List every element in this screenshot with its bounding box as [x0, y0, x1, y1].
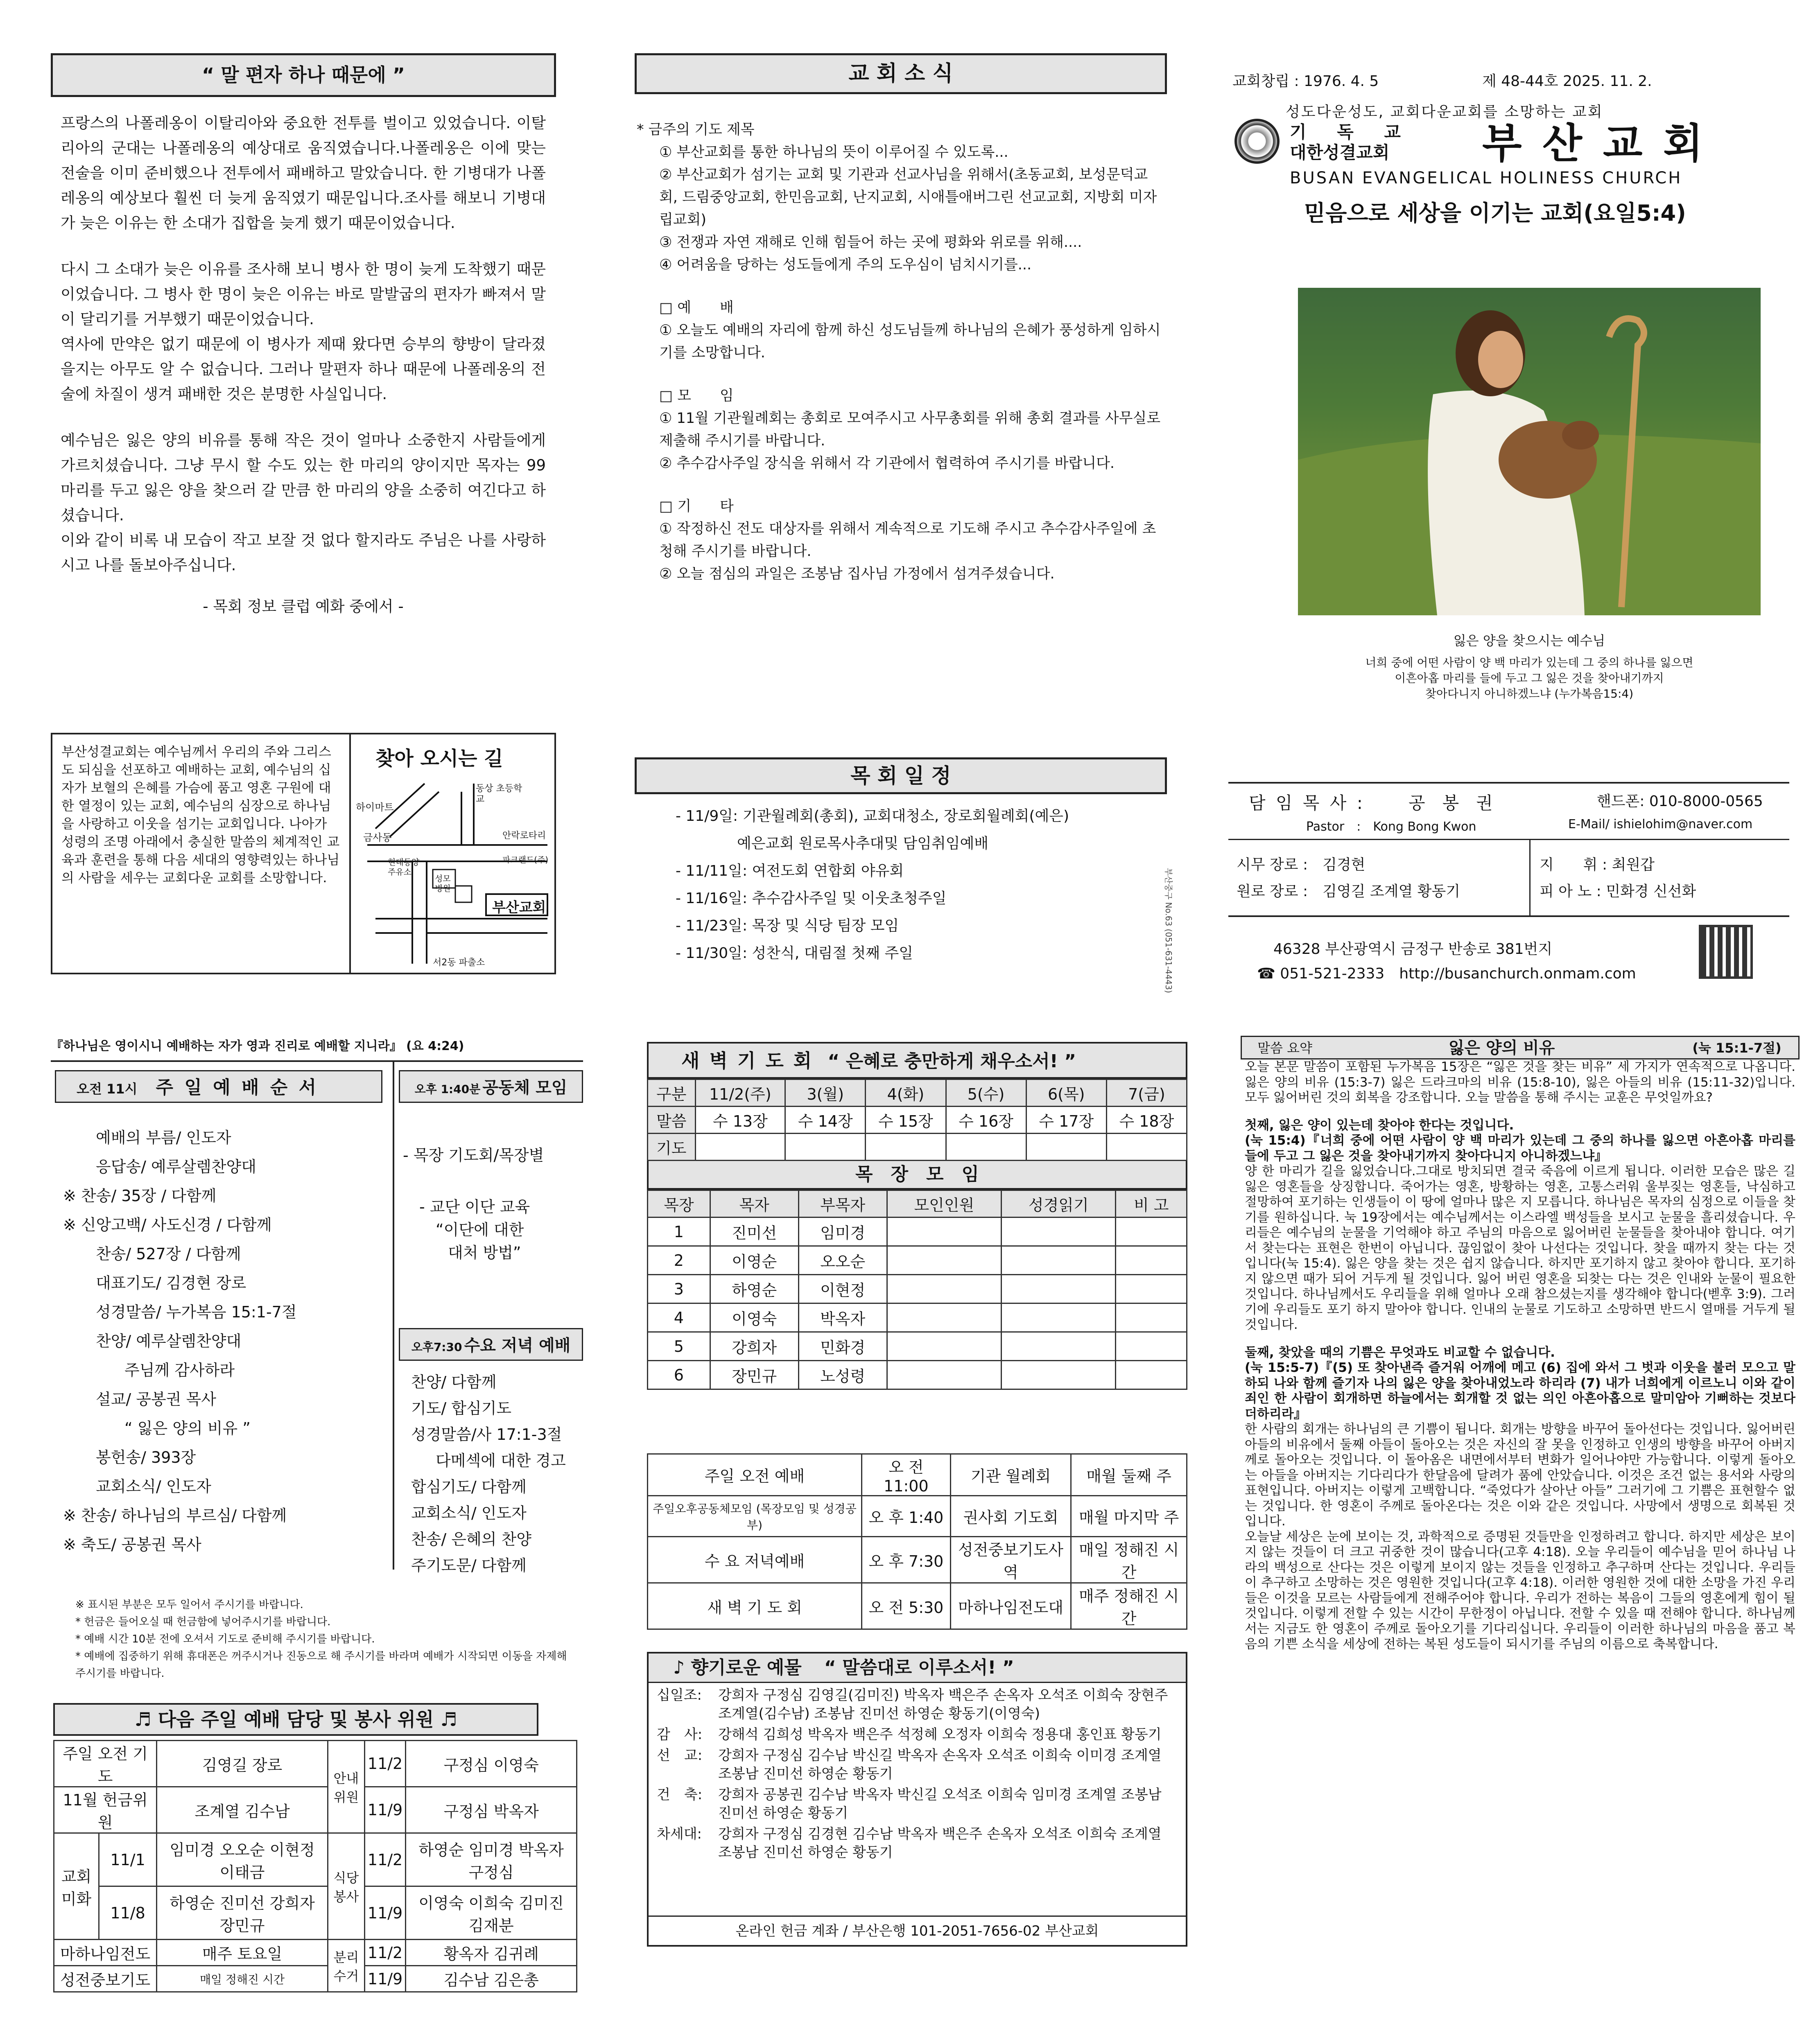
cell-title: 목 장 모 임	[855, 1164, 979, 1185]
news-body	[637, 119, 1165, 585]
sermon-paragraph: 오늘날 세상은 눈에 보이는 것, 과학적으로 증명된 것들만을 인정하려고 합니다. 하지만 세상은 보이지 않는 것들이 더 크고 귀중한 것이 많습니다(고후 4:18). 오늘 우리들이 예수님을 믿어 하나님 나라의 백성으로 산다는 것은 이렇게 보이지 않는 것들을 인정하고 추구하며 산다는 것입니다. 우리들이 추구하고 소망하는 것은 영원한 것입니다(고후 4:18). 이러한 영원한 것에 대한 소망을 가진 우리들은 이것을 모르는 사람들에게 전해주어야 합니다. 우리가 전하는 복음이 그들의 영혼에게 힘이 될 것입니다. 이렇게 전할 수 있는 시간이 무한정이 아닙니다. 전할 수 있을 때 전해야 합니다. 하나님께서는 지금도 한 영혼이 주께로 돌아오기를 기다리십니다. 우리들이 이러한 하나님의 마음을 품고 복음의 기쁜 소식을 세상에 전하는 복된 성도들이 되시기를 주님의 이름으로 축복합니다.	[1245, 1529, 1795, 1651]
note: ※ 표시된 부분은 모두 일어서 주시기를 바랍니다.	[75, 1599, 303, 1611]
duty-cell: 11/2	[364, 1833, 405, 1886]
offering-type: 감 사:	[657, 1726, 703, 1743]
sermon-verse: (눅 15:5-7)『(5) 또 찾아낸즉 즐거워 어깨에 메고 (6) 집에 와서 그 벗과 이웃을 불러 모으고 말하되 나와 함께 즐기자 나의 잃은 양을 찾아내었노라 하리라 (7) 내가 너희에게 이르노니 이와 같이 죄인 한 사람이 회개하면 하늘에서는 회개할 것 없는 의인 아흔아홉으로 말미암아 기뻐하는 것보다 더하리라』	[1245, 1360, 1795, 1421]
sermon-verse: (눅 15:4)『너희 중에 어떤 사람이 양 백 마리가 있는데 그 중의 하나를 잃으면 아흔아홉 마리를 들에 두고 그 잃은 것을 찾아내기까지 찾아다니지 아니하겠느냐』	[1245, 1133, 1795, 1163]
church-logo	[1234, 119, 1280, 164]
duty-cell: 11/9	[364, 1886, 405, 1940]
order-item: 찬송/ 527장 / 다함께	[96, 1245, 241, 1263]
dawn-cell: 수 16장	[946, 1107, 1026, 1134]
church-address: 46328 부산광역시 금정구 반송로 381번지	[1273, 941, 1553, 958]
etc-item: ① 작정하신 전도 대상자를 위해서 계속적으로 기도해 주시고 추수감사주일에 초청해 주시기를 바랍니다.	[659, 521, 1156, 560]
cell-subleader: 이현정	[798, 1275, 887, 1303]
duty-cell: 임미경 오오순 이현정 이태금	[157, 1833, 328, 1886]
duty-cell: 황옥자 김귀례	[406, 1940, 577, 1966]
prayer-heading: * 금주의 기도 제목	[637, 122, 755, 138]
evening-item: 기도/ 합심기도	[411, 1399, 512, 1417]
pastor-phone: 핸드폰: 010-8000-0565	[1597, 793, 1763, 810]
cell-reading	[1002, 1246, 1116, 1275]
map-label: 서2동 파출소	[433, 958, 485, 968]
cell-head: 부목자	[798, 1190, 887, 1218]
verse-line: 찾아다니지 아니하겠느냐 (누가복음15:4)	[1425, 687, 1634, 700]
offering-subtitle: “ 말씀대로 이루소서! ”	[824, 1657, 1014, 1678]
map-label: 금사동	[363, 832, 392, 843]
mission-map-box	[51, 733, 556, 974]
service-times-box	[647, 1453, 1187, 1630]
map-church-label: 부산교회	[492, 899, 546, 916]
schedule-item: - 11/16일: 추수감사주일 및 이웃초청주일	[676, 890, 947, 907]
dawn-cell: 기도	[648, 1134, 696, 1161]
offering-names: 강희자 구정심 김영길(김미진) 박옥자 백은주 손옥자 오석조 이희숙 장현주 조계열(김수남) 조봉남 진미선 하영순 황동기(이영숙)	[718, 1687, 1168, 1722]
meeting-heading: □ 모 임	[659, 388, 734, 404]
church-motto: 성도다운성도, 교회다운교회를 소망하는 교회	[1286, 104, 1603, 120]
order-box	[51, 1060, 583, 1691]
order-item: ※ 신앙고백/ 사도신경 / 다함께	[63, 1216, 272, 1234]
time-cell: 기관 월례회	[950, 1454, 1071, 1496]
evening-item: 성경말씀/사 17:1-3절	[411, 1425, 562, 1443]
cell-reading	[1002, 1332, 1116, 1361]
duty-cell: 11월 헌금위원	[54, 1787, 157, 1833]
church-slogan: 믿음으로 세상을 이기는 교회(요일5:4)	[1304, 200, 1686, 226]
dawn-head: 7(금)	[1106, 1080, 1187, 1107]
evening-item: 찬양/ 다함께	[411, 1373, 497, 1391]
duty-cell: 분리 수거	[328, 1940, 364, 1992]
community-item: 대처 방법”	[448, 1244, 521, 1262]
dawn-title: 새 벽 기 도 회	[681, 1050, 814, 1072]
cell-attendance	[887, 1246, 1001, 1275]
denomination-line2: 대한성결교회	[1290, 142, 1390, 163]
dawn-cell	[866, 1134, 946, 1161]
community-item: - 목장 기도회/목장별	[403, 1146, 544, 1164]
offering-box	[647, 1652, 1187, 1947]
cell-num: 3	[648, 1275, 710, 1303]
cell-note	[1116, 1246, 1187, 1275]
map-label: 파크랜드(주)	[502, 855, 549, 865]
dawn-table	[647, 1079, 1187, 1161]
cell-leader: 이영숙	[710, 1303, 798, 1332]
cell-note	[1116, 1332, 1187, 1361]
issue-number: 제 48-44호 2025. 11. 2.	[1482, 73, 1652, 90]
duty-title: ♬ 다음 주일 예배 담당 및 봉사 위원 ♬	[134, 1708, 457, 1730]
cell-subleader: 노성령	[798, 1361, 887, 1389]
directions-map	[349, 734, 556, 973]
dawn-cell: 수 17장	[1026, 1107, 1106, 1134]
offering-account: 온라인 헌금 계좌 / 부산은행 101-2051-7656-02 부산교회	[649, 1916, 1186, 1945]
cell-leader: 하영순	[710, 1275, 798, 1303]
community-title-bar	[399, 1070, 583, 1103]
dawn-cell: 수 14장	[785, 1107, 866, 1134]
offering-list	[649, 1683, 1186, 1862]
verse-line: 이흔아홉 마리를 들에 두고 그 잃은 것을 찾아내기까지	[1395, 671, 1664, 685]
order-item: 찬양/ 예루살렘찬양대	[96, 1332, 242, 1350]
order-item: ※ 찬송/ 35장 / 다함께	[63, 1187, 217, 1205]
order-item: 예배의 부름/ 인도자	[96, 1129, 231, 1147]
duty-cell: 11/9	[364, 1787, 405, 1833]
church-contact: ☎ 051-521-2333 http://busanchurch.onmam.com	[1257, 965, 1636, 982]
order-title: 주 일 예 배 순 서	[156, 1077, 319, 1098]
time-cell: 마하나임전도대	[950, 1583, 1071, 1629]
map-label: 하이마트	[356, 802, 394, 813]
evening-item: 합심기도/ 다함께	[411, 1478, 527, 1496]
sermon-text	[1241, 1059, 1800, 1652]
active-elder: 시무 장로 : 김경현	[1237, 856, 1366, 873]
order-item: ※ 찬송/ 하나님의 부르심/ 다함께	[63, 1507, 287, 1525]
cell-attendance	[887, 1361, 1001, 1389]
offering-row	[657, 1726, 1178, 1744]
essay-paragraph: 다시 그 소대가 늦은 이유를 조사해 보니 병사 한 명이 늦게 도착했기 때문이었습니다. 그 병사 한 명이 늦은 이유는 바로 말발굽의 편자가 빠져서 말이 달리기를 거부했기 때문이었습니다.	[61, 260, 546, 328]
time-cell: 성전중보기도사역	[950, 1537, 1071, 1583]
cell-subleader: 오오순	[798, 1246, 887, 1275]
time-cell: 매일 정해진 시간	[1071, 1537, 1187, 1583]
dawn-cell	[785, 1134, 866, 1161]
schedule-item: - 11/9일: 기관월례회(총회), 교회대청소, 장로회월례회(예은)	[676, 808, 1069, 825]
evening-title: 수요 저녁 예배	[464, 1336, 571, 1355]
offering-type: 십일조:	[657, 1687, 702, 1703]
evening-item: 교회소식/ 인도자	[411, 1504, 527, 1522]
cell-subleader: 민화경	[798, 1332, 887, 1361]
community-list	[403, 1144, 583, 1264]
side-note: 부산중구 No.63 (051-631-4443)	[1164, 868, 1173, 993]
worship-notes	[75, 1596, 575, 1682]
duty-cell: 안내 위원	[328, 1741, 364, 1833]
essay-source: - 목회 정보 클럽 예화 중에서 -	[203, 598, 404, 615]
cell-subleader: 박옥자	[798, 1303, 887, 1332]
cell-leader: 장민규	[710, 1361, 798, 1389]
conductor: 지 휘 : 최원갑	[1540, 856, 1655, 873]
church-name-english: BUSAN EVANGELICAL HOLINESS CHURCH	[1290, 169, 1682, 187]
sermon-paragraph: 양 한 마리가 길을 잃었습니다.그대로 방치되면 결국 죽음에 이르게 됩니다. 이러한 모습은 많은 길 잃은 영혼들을 상징합니다. 죽어가는 영혼, 방황하는 영혼, 고통스러워 울부짖는 영혼들, 낙심하고 절망하여 포기하는 인생들이 이 땅에 얼마나 많은 지 모릅니다. 하나님은 목자의 심정으로 이들을 찾기를 원하십니다. 눅 19장에서는 예수님께서는 이스라엘 백성들을 보시고 눈물을 흘리셨습니다. 우리들은 예수님의 눈물을 기억해야 하고 주님의 마음으로 잃어버린 눈물들을 찾아내야 합니다. 여기서 찾는다는 표현은 한번이 아닙니다. 끊임없이 찾아 나선다는 것입니다. 찾을 때까지 찾는 다는 것입니다(눅 15:4). 잃은 양을 찾는 것은 쉽지 않습니다. 하지만 포기하지 않고 찾아야 합니다. 포기하지 않으면 때가 되어 거두게 될 것입니다. 잃어 버린 영혼을 되찾는 다는 것은 인내와 눈물이 필요한 것입니다. 하나님께서도 우리들을 위해 얼마나 오래 참으셨는지를 생각해야 합니다(벧후 3:9). 그러기에 우리들도 포기 하지 말아야 합니다. 인내의 눈물로 기도하고 소망하면 반드시 열매를 거두게 될 것입니다.	[1245, 1164, 1795, 1332]
duty-cell: 하영순 진미선 강희자 장민규	[157, 1886, 328, 1940]
order-item: 주님께 감사하라	[124, 1361, 235, 1379]
time-cell: 오 후 7:30	[862, 1537, 951, 1583]
cell-attendance	[887, 1332, 1001, 1361]
offering-title-bar	[649, 1654, 1186, 1683]
note: * 예배에 집중하기 위해 휴대폰은 꺼주시거나 진동으로 해 주시기를 바라며 예배가 시작되면 이동을 자제해 주시기를 바랍니다.	[75, 1650, 567, 1680]
cell-head: 모인인원	[887, 1190, 1001, 1218]
cell-attendance	[887, 1303, 1001, 1332]
essay-paragraph: 프랑스의 나폴레옹이 이탈리아와 중요한 전투를 벌이고 있었습니다. 이탈리아의 군대는 나폴레옹의 예상대로 움직였습니다.나폴레옹은 이에 맞는 전술을 이미 준비했으나 전투에서 패배하고 말았습니다. 한 기병대가 나폴레옹의 예상보다 훨씬 더 늦게 움직였기 때문입니다.조사를 해보니 기병대가 늦은 이유는 한 소대가 집합을 늦게 했기 때문이었습니다.	[61, 114, 546, 232]
essay-paragraph: 역사에 만약은 없기 때문에 이 병사가 제때 왔다면 승부의 향방이 달라졌을지는 아무도 알 수 없습니다. 그러나 말편자 하나 때문에 나폴레옹의 전술에 차질이 생겨 패배한 것은 분명한 사실입니다.	[61, 335, 546, 403]
cell-note	[1116, 1303, 1187, 1332]
cell-title-bar	[647, 1161, 1187, 1190]
duty-cell: 이영숙 이희숙 김미진 김재분	[406, 1886, 577, 1940]
cell-num: 5	[648, 1332, 710, 1361]
time-cell: 새 벽 기 도 회	[648, 1583, 862, 1629]
dawn-cell	[946, 1134, 1026, 1161]
dawn-cell: 수 15장	[866, 1107, 946, 1134]
duty-cell: 11/2	[364, 1940, 405, 1966]
offering-names: 강희자 구정심 김경현 김수남 박옥자 백은주 손옥자 오석조 이희숙 조계열 조봉남 진미선 하영순 황동기	[718, 1826, 1162, 1861]
order-title-bar	[55, 1070, 382, 1103]
dawn-head: 4(화)	[866, 1080, 946, 1107]
sermon-reference: (눅 15:1-7절)	[1692, 1040, 1782, 1056]
order-item: ※ 축도/ 공봉권 목사	[63, 1536, 201, 1554]
cell-head: 목자	[710, 1190, 798, 1218]
time-cell: 권사회 기도회	[950, 1496, 1071, 1537]
cell-note	[1116, 1361, 1187, 1389]
meeting-item: ② 추수감사주일 장식을 위해서 각 기관에서 협력하여 주시기를 바랍니다.	[659, 455, 1115, 472]
schedule-item: - 11/30일: 성찬식, 대림절 첫째 주일	[676, 945, 913, 962]
dawn-cell	[1106, 1134, 1187, 1161]
dawn-cell: 수 18장	[1106, 1107, 1187, 1134]
sermon-summary-title: 잃은 양의 비유	[1448, 1039, 1555, 1057]
duty-cell: 구정심 박옥자	[406, 1787, 577, 1833]
cell-num: 6	[648, 1361, 710, 1389]
order-item: 교회소식/ 인도자	[96, 1477, 211, 1495]
cell-leader: 강희자	[710, 1332, 798, 1361]
evening-title-bar	[399, 1328, 583, 1361]
worship-header-verse: 『하나님은 영이시니 예배하는 자가 영과 진리로 예배할 지니라』 (요 4:24)	[51, 1039, 464, 1053]
evening-list	[411, 1369, 583, 1579]
news-title-box	[635, 53, 1167, 94]
duty-cell: 조계열 김수남	[157, 1787, 328, 1833]
service-times-table	[647, 1453, 1187, 1630]
duty-cell: 매일 정해진 시간	[157, 1966, 328, 1992]
meeting-item: ① 11월 기관월례회는 총회로 모여주시고 사무총회를 위해 총회 결과를 사무실로 제출해 주시기를 바랍니다.	[659, 410, 1161, 449]
duty-cell: 11/2	[364, 1741, 405, 1787]
cell-reading	[1002, 1361, 1116, 1389]
evening-time: 오후7:30	[411, 1340, 462, 1354]
offering-title: ♪ 향기로운 예물	[673, 1657, 802, 1678]
offering-row	[657, 1746, 1178, 1783]
dawn-head: 5(수)	[946, 1080, 1026, 1107]
duty-grid	[53, 1740, 577, 1992]
time-cell: 매주 정해진 시간	[1071, 1583, 1187, 1629]
cell-note	[1116, 1275, 1187, 1303]
community-title: 공동체 모임	[482, 1078, 567, 1097]
duty-cell: 식당 봉사	[328, 1833, 364, 1940]
note: * 헌금은 들어오실 때 헌금함에 넣어주시기를 바랍니다.	[75, 1616, 331, 1628]
duty-cell: 성전중보기도	[54, 1966, 157, 1992]
map-label: 성모 병원	[435, 874, 451, 893]
dawn-head: 3(월)	[785, 1080, 866, 1107]
time-cell: 수 요 저녁예배	[648, 1537, 862, 1583]
dawn-cell	[1026, 1134, 1106, 1161]
cell-head: 비 고	[1116, 1190, 1187, 1218]
cell-subleader: 임미경	[798, 1218, 887, 1246]
order-item: 설교/ 공봉권 목사	[96, 1390, 216, 1408]
evening-item: 주기도문/ 다함께	[411, 1556, 527, 1574]
dawn-head: 11/2(주)	[695, 1080, 785, 1107]
duty-cell: 김수남 김은총	[406, 1966, 577, 1992]
dawn-cell: 수 13장	[695, 1107, 785, 1134]
cell-note	[1116, 1218, 1187, 1246]
order-item: 응답송/ 예루살렘찬양대	[96, 1158, 256, 1176]
order-item: 봉헌송/ 393장	[96, 1448, 196, 1466]
time-cell: 매월 마지막 주	[1071, 1496, 1187, 1537]
worship-item: ① 오늘도 예배의 자리에 함께 하신 성도님들께 하나님의 은혜가 풍성하게 임하시기를 소망합니다.	[659, 322, 1161, 361]
jesus-shepherd-picture	[1298, 288, 1761, 615]
offering-names: 강해석 김희성 박옥자 백은주 석정혜 오정자 이희숙 정용대 홍인표 황동기	[718, 1726, 1162, 1743]
pastor-label: 담 임 목 사 :	[1249, 793, 1365, 813]
schedule-title-box	[635, 757, 1167, 794]
staff-divider-vertical	[1529, 839, 1531, 917]
dawn-cell: 말씀	[648, 1107, 696, 1134]
mission-statement: 부산성결교회는 예수님께서 우리의 주와 그리스도 되심을 선포하고 예배하는 교회, 예수님의 십자가 보혈의 은혜를 가슴에 품고 영혼 구원에 대한 열정이 있는 교회, 예수님의 심장으로 하나님을 사랑하고 이웃을 섬기는 교회입니다. 나아가 성령의 조명 아래에서 충실한 말씀의 체계적인 교육과 훈련을 통해 다음 세대의 영향력있는 하나님의 사람을 세우는 교회다운 교회를 소망합니다.	[61, 744, 340, 886]
qr-code	[1701, 927, 1750, 976]
worship-heading: □ 예 배	[659, 300, 734, 316]
duty-cell: 마하나임전도	[54, 1940, 157, 1966]
time-cell: 주일 오전 예배	[648, 1454, 862, 1496]
sermon-title: “ 잃은 양의 비유 ”	[124, 1419, 251, 1437]
sermon-intro: 오늘 본문 말씀이 포함된 누가복음 15장은 “잃은 것을 찾는 비유” 세 가지가 연속적으로 나옵니다. 잃은 양의 비유 (15:3-7) 잃은 드라크마의 비유 (15:8-10), 잃은 아들의 비유 (15:11-32)입니다. 모두 잃어버린 것의 회복을 강조합니다. 오늘 말씀을 통해 주시는 교훈은 무엇일까요?	[1245, 1059, 1795, 1105]
staff-divider	[1228, 839, 1789, 840]
cell-leader: 이영순	[710, 1246, 798, 1275]
schedule-item: - 11/11일: 여전도회 연합회 야유회	[676, 863, 904, 879]
duty-cell: 하영순 임미경 박옥자 구정심	[406, 1833, 577, 1886]
schedule-title: 목 회 일 정	[850, 764, 951, 788]
etc-item: ② 오늘 점심의 과일은 조봉남 집사님 가정에서 섬겨주셨습니다.	[659, 566, 1055, 582]
offering-type: 선 교:	[657, 1747, 703, 1764]
prayer-item: ③ 전쟁과 자연 재해로 인해 힘들어 하는 곳에 평화와 위로를 위해....	[659, 234, 1082, 251]
church-name: 부 산 교 회	[1482, 120, 1706, 167]
pastor-name: 공 봉 권	[1409, 793, 1493, 813]
schedule-item: - 11/23일: 목장 및 식당 팀장 모임	[676, 917, 899, 934]
pastor-email: E-Mail/ ishielohim@naver.com	[1568, 817, 1753, 831]
shepherd-illustration	[1298, 288, 1761, 615]
cell-num: 4	[648, 1303, 710, 1332]
staff-box	[1228, 782, 1789, 917]
cell-attendance	[887, 1218, 1001, 1246]
time-cell: 주일오후공동체모임 (목장모임 및 성경공부)	[648, 1496, 862, 1537]
time-cell: 오 후 1:40	[862, 1496, 951, 1537]
duty-cell: 11/9	[364, 1966, 405, 1992]
order-list	[63, 1123, 387, 1559]
time-cell: 오 전 11:00	[862, 1454, 951, 1496]
map-label: 안락로타리	[502, 831, 546, 841]
order-divider	[393, 1062, 394, 1570]
schedule-list	[676, 802, 1167, 967]
duty-cell: 김영길 장로	[157, 1741, 328, 1787]
sermon-paragraph: 한 사람의 회개는 하나님의 큰 기쁨이 됩니다. 회개는 방향을 바꾸어 돌아선다는 것입니다. 잃어버린 아들의 비유에서 둘째 아들이 돌아오는 것은 자신의 잘 못을 인정하고 인생의 방향을 바꾸어 아버지께로 돌아오는 것입니다. 이 돌아옴은 내면에서부터 변화가 일어나야만 가능합니다. 이렇게 돌아오는 아들을 아버지는 기다리다가 한달음에 달려가 품에 안았습니다. 이것은 조건 없는 용서와 사랑의 표현입니다. 아버지는 이렇게 고백합니다. “죽었다가 살아난 아들” 그러기에 그 기쁨은 표현할수 없는 것입니다. 한 영혼이 주께로 돌아온다는 것은 이와 같은 것입니다. 사망에서 생명으로 회복된 것입니다.	[1245, 1422, 1795, 1529]
offering-row	[657, 1786, 1178, 1823]
essay-paragraph: 예수님은 잃은 양의 비유를 통해 작은 것이 얼마나 소중한지 사람들에게 가르치셨습니다. 그냥 무시 할 수도 있는 한 마리의 양이지만 목자는 99 마리를 두고 잃은 양을 찾으러 갈 만큼 한 마리의 양을 소중히 여긴다고 하셨습니다.	[61, 431, 546, 524]
duty-cell: 구정심 이영숙	[406, 1741, 577, 1787]
offering-names: 강희자 공봉권 김수남 박옥자 박신길 오석조 이희숙 임미경 조계열 조봉남 진미선 하영순 황동기	[718, 1787, 1162, 1821]
schedule-item: 예은교회 원로목사추대및 담임취임예배	[737, 835, 989, 852]
duty-title-box	[53, 1703, 538, 1736]
cell-table	[647, 1190, 1187, 1390]
map-title: 찾아 오시는 길	[375, 747, 503, 770]
cell-reading	[1002, 1275, 1116, 1303]
dawn-title-bar	[647, 1042, 1187, 1079]
duty-table	[53, 1740, 577, 1992]
community-item: “이단에 대한	[436, 1221, 524, 1239]
dawn-prayer-box	[647, 1042, 1187, 1390]
cell-head: 성경읽기	[1002, 1190, 1116, 1218]
order-time: 오전 11시	[77, 1081, 138, 1097]
community-item: - 교단 이단 교육	[419, 1198, 530, 1216]
emeritus-elders: 원로 장로 : 김영길 조계열 황동기	[1237, 883, 1460, 900]
essay-paragraph: 이와 같이 비록 내 모습이 작고 보잘 것 없다 할지라도 주님은 나를 사랑하시고 나를 돌보아주십니다.	[61, 531, 546, 574]
sermon-label: 말씀 요약	[1257, 1040, 1312, 1056]
news-title: 교 회 소 식	[848, 61, 953, 86]
map-label: 현대동양 주유소	[388, 857, 420, 877]
denomination-line1: 기 독 교	[1290, 122, 1413, 142]
pianist: 피 아 노 : 민화경 신선화	[1540, 883, 1696, 900]
time-cell: 오 전 5:30	[862, 1583, 951, 1629]
sermon-point-heading: 첫째, 잃은 양이 있는데 찾아야 한다는 것입니다.	[1245, 1118, 1514, 1133]
duty-cell: 매주 토요일	[157, 1940, 328, 1966]
verse-line: 너희 중에 어떤 사람이 양 백 마리가 있는데 그 중의 하나를 잃으면	[1365, 656, 1693, 669]
map-label: 동상 초등학교	[476, 784, 522, 804]
cell-leader: 진미선	[710, 1218, 798, 1246]
cell-reading	[1002, 1303, 1116, 1332]
cell-reading	[1002, 1218, 1116, 1246]
offering-type: 차세대:	[657, 1826, 702, 1842]
essay-body	[61, 111, 546, 619]
cell-head: 목장	[648, 1190, 710, 1218]
pastor-english: Pastor : Kong Bong Kwon	[1306, 820, 1476, 834]
duty-cell: 주일 오전 기도	[54, 1741, 157, 1787]
essay-title-box	[51, 53, 556, 97]
duty-cell: 11/1	[99, 1833, 157, 1886]
dawn-cell	[695, 1134, 785, 1161]
offering-names: 강희자 구정심 김수남 박신길 박옥자 손옥자 오석조 이희숙 이미경 조계열 조봉남 진미선 하영순 황동기	[718, 1747, 1162, 1782]
founded-date: 교회창립 : 1976. 4. 5	[1232, 73, 1379, 90]
cell-attendance	[887, 1275, 1001, 1303]
cell-num: 1	[648, 1218, 710, 1246]
duty-cell: 교회 미화	[54, 1833, 99, 1940]
dawn-head: 6(목)	[1026, 1080, 1106, 1107]
note: * 예배 시간 10분 전에 오셔서 기도로 준비해 주시기를 바랍니다.	[75, 1633, 375, 1645]
offering-type: 건 축:	[657, 1787, 703, 1803]
community-time: 오후 1:40분	[414, 1082, 481, 1096]
dawn-subtitle: “ 은혜로 충만하게 채우소서! ”	[827, 1051, 1076, 1072]
cell-num: 2	[648, 1246, 710, 1275]
duty-cell: 11/8	[99, 1886, 157, 1940]
prayer-item: ② 부산교회가 섬기는 교회 및 기관과 선교사님을 위해서(초동교회, 보성문덕교회, 드림중앙교회, 한민음교회, 난지교회, 시애틀애버그린 선교교회, 지방회 미자립교회)	[659, 167, 1157, 228]
offering-row	[657, 1825, 1178, 1862]
etc-heading: □ 기 타	[659, 498, 734, 515]
prayer-item: ④ 어려움을 당하는 성도들에게 주의 도우심이 넘치시기를...	[659, 257, 1032, 273]
sermon-title-bar	[1241, 1036, 1800, 1059]
dawn-head: 구분	[648, 1080, 696, 1107]
evening-item: 다메섹에 대한 경고	[436, 1452, 566, 1470]
essay-title: “ 말 편자 하나 때문에 ”	[201, 64, 405, 86]
sermon-box	[1241, 1036, 1800, 1652]
map-drawing	[351, 767, 558, 972]
picture-caption: 잃은 양을 찾으시는 예수님	[1453, 633, 1605, 648]
sermon-point-heading: 둘째, 찾았을 때의 기쁨은 무엇과도 비교할 수 없습니다.	[1245, 1345, 1555, 1360]
order-item: 대표기도/ 김경현 장로	[96, 1274, 246, 1292]
order-item: 성경말씀/ 누가복음 15:1-7절	[96, 1303, 297, 1321]
time-cell: 매월 둘째 주	[1071, 1454, 1187, 1496]
prayer-item: ① 부산교회를 통한 하나님의 뜻이 이루어질 수 있도록...	[659, 144, 1008, 160]
bible-verse	[1298, 655, 1761, 702]
offering-row	[657, 1686, 1178, 1723]
evening-item: 찬송/ 은혜의 찬양	[411, 1530, 531, 1548]
